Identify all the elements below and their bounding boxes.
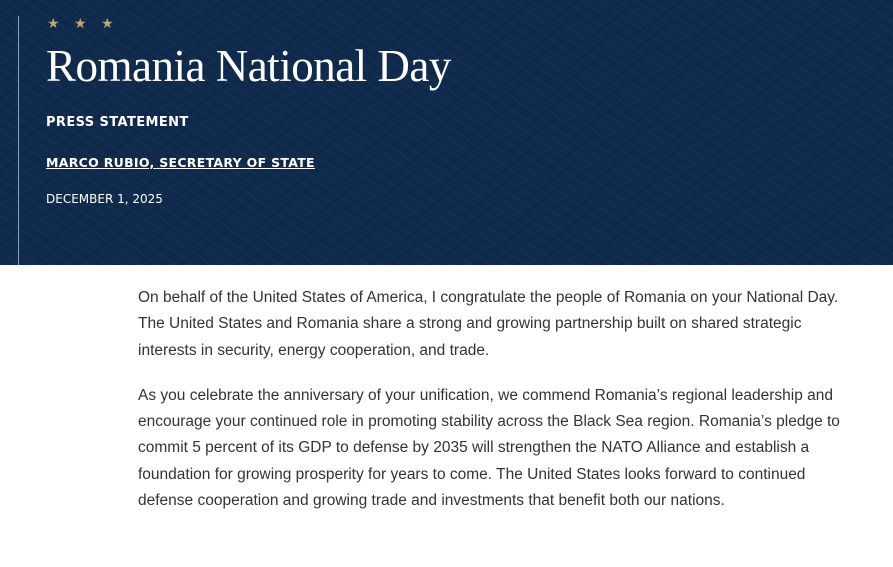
author-link[interactable]: MARCO RUBIO, SECRETARY OF STATE <box>46 155 315 170</box>
stars-icon: ★ ★ ★ <box>47 16 119 32</box>
page-title: Romania National Day <box>46 41 451 91</box>
vertical-rule <box>18 16 19 265</box>
document-type-label: PRESS STATEMENT <box>46 115 189 130</box>
body-paragraph: As you celebrate the anniversary of your unification, we commend Romania’s regional leadership and encourage your continued role in promoting stability across the Black Sea region. Romania’s pledge to commit 5 percent of its GDP to defense by 2035 will strengthen the NATO Alliance and establish a foundation for growing prosperity for years to come. The United States looks forward to continued defense cooperation and growing trade and investments that benefit both our nations. <box>138 386 840 510</box>
page-header-banner <box>0 0 893 265</box>
publication-date: DECEMBER 1, 2025 <box>46 192 163 206</box>
article-body <box>138 285 848 533</box>
body-paragraph: On behalf of the United States of America, I congratulate the people of Romania on your National Day. The United States and Romania share a strong and growing partnership built on shared strategic interests in security, energy cooperation, and trade. <box>138 289 839 359</box>
